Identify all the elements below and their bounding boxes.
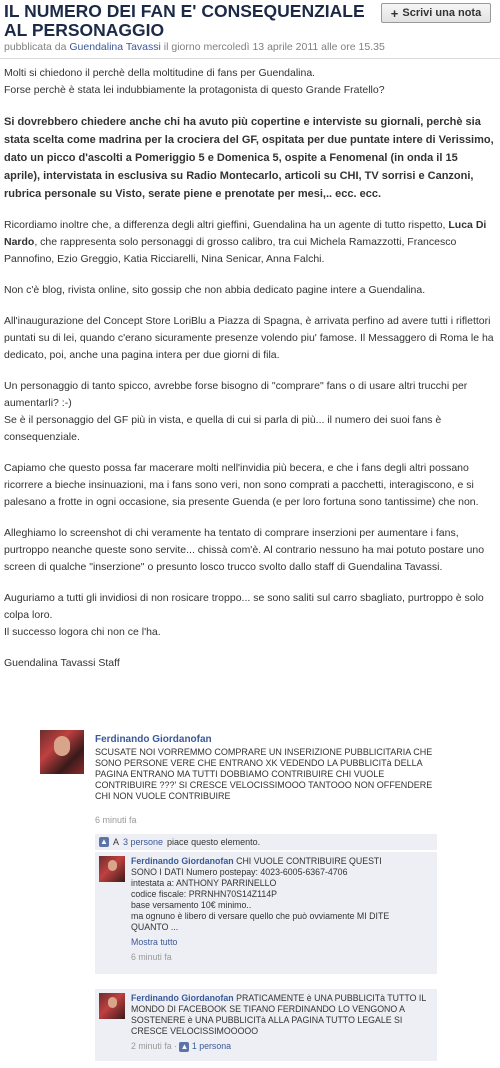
- comment-text-line: SONO I DATI Numero postepay: 4023-6005-6367-4706: [131, 867, 348, 877]
- paragraph-6: [4, 378, 494, 446]
- meta-date: il giorno mercoledì 13 aprile 2011 alle ore 15.35: [163, 41, 385, 53]
- paragraph-6-line-2: Se è il personaggio del GF più in vista, e quella di cui si parla di più... il numero dei suoi fans è consequenziale.: [4, 414, 442, 443]
- paragraph-1-line-2: Forse perchè è stata lei indubbiamente la protagonista di questo Grande Fratello?: [4, 84, 385, 96]
- paragraph-8: Alleghiamo lo screenshot di chi veramente ha tentato di comprare inserzioni per aumentare i fans, purtroppo neanche queste sono servite... chissà com'è. Al contrario nessuno ha mai potuto postare uno screen di qualche "inserzione" o presunto losco trucco svolto dallo staff di Guendalina Tavassi.: [4, 527, 485, 573]
- paragraph-3: [4, 217, 494, 268]
- post-text: SCUSATE NOI VORREMMO COMPRARE UN INSERIZIONE PUBBLICITARIA CHE SONO PERSONE VERE CHE ENTRANO XK VEDENDO LA PUBBLICITà DELLA PAGINA ENTRANO MA TUTTI DOBBIAMO CONTRIBUIRE CHI VUOLE CONTRIBUIRE ???' SI CRESCE VELOCISSIMOOO TANTOOO NON OFFENDERE CHI NON VUOLE CONTRIBUIRE: [95, 747, 433, 801]
- comment-body: [131, 993, 431, 1052]
- divider: [0, 58, 500, 59]
- comment-author-name: Ferdinando Giordanofan: [131, 856, 234, 866]
- likes-link: 3 persone: [123, 837, 164, 847]
- paragraph-1: [4, 65, 494, 99]
- write-note-label: Scrivi una nota: [402, 7, 482, 19]
- paragraph-5: All'inaugurazione del Concept Store LoriBlu a Piazza di Spagna, è arrivata perfino ad avere tutti i riflettori puntati su di lei, quando c'erano sicuramente presenze volendo piu' famose. Il Messaggero di Roma le ha dedicato, poi, anche una pagina intera per due giorni di fila.: [4, 315, 494, 361]
- comment-text-line: base versamento 10€ minimo..: [131, 900, 252, 910]
- paragraph-7: Capiamo che questo possa far macerare molti nell'invidia più becera, e che i fans degli altri possano ricorrere a bieche insinuazioni, ma i fans sono veri, non sono comprati a pacchetti, interagiscono, e si palesano a frotte in ogni occasione, sia presente Guenda (e per loro fortuna sono tantissime) che non.: [4, 462, 479, 508]
- comment-meta: [131, 1041, 431, 1052]
- signature: Guendalina Tavassi Staff: [4, 657, 120, 669]
- comment-text-line: intestata a: ANTHONY PARRINELLO: [131, 878, 277, 888]
- likes-suffix: piace questo elemento.: [167, 837, 261, 847]
- agent-name: Luca Di Nardo: [4, 219, 487, 248]
- likes-prefix: A: [113, 837, 120, 847]
- comment-avatar: [99, 856, 125, 882]
- comment-text-line: CHI VUOLE CONTRIBUIRE QUESTI: [236, 856, 382, 866]
- paragraph-6-line-1: Un personaggio di tanto spicco, avrebbe forse bisogno di "comprare" fans o di usare altri trucchi per aumentarli? :-): [4, 380, 468, 409]
- comment-avatar-face: [108, 997, 117, 1008]
- post-timestamp: 6 minuti fa: [95, 815, 137, 825]
- comment-avatar: [99, 993, 125, 1019]
- comment-text-line: codice fiscale: PRRNHN70S14Z114P: [131, 889, 278, 899]
- paragraph-9-line-1: Auguriamo a tutti gli invidiosi di non rosicare troppo... se sono saliti sul carro sbagliato, purtroppo è solo colpa loro.: [4, 592, 484, 621]
- embedded-screenshot: [40, 730, 460, 1064]
- likes-row: [95, 834, 437, 850]
- paragraph-1-line-1: Molti si chiedono il perchè della moltitudine di fans per Guendalina.: [4, 67, 316, 79]
- paragraph-9: [4, 590, 494, 641]
- comment-likes-link: 1 persona: [191, 1041, 232, 1051]
- paragraph-4: Non c'è blog, rivista online, sito gossip che non abbia dedicato pagine intere a Guendalina.: [4, 284, 426, 296]
- note-meta: [4, 41, 385, 53]
- comment-text: PRATICAMENTE è UNA PUBBLICITà TUTTO IL MONDO DI FACEBOOK SE TIFANO FERDINANDO LO VENGONO A SOSTENERE è UNA PUBBLICITà ALLA PAGINA TUTTO LEGALE SI CRESCE VELOCISSIMOOOOO: [131, 993, 426, 1036]
- show-more-link: Mostra tutto: [131, 937, 178, 947]
- comment-avatar-face: [108, 860, 117, 871]
- write-note-button[interactable]: [381, 3, 491, 23]
- note-body: [4, 65, 494, 686]
- post-author-name: Ferdinando Giordanofan: [95, 734, 212, 745]
- paragraph-3-part-c: , che rappresenta solo personaggi di grosso calibro, tra cui Michela Ramazzotti, Francesco Pannofino, Ezio Greggio, Katia Ricciarelli, Nina Senicar, Anna Falchi.: [4, 236, 457, 265]
- meta-prefix: pubblicata da: [4, 41, 67, 53]
- avatar-face: [54, 736, 70, 756]
- comment-timestamp: 2 minuti fa ·: [131, 1041, 177, 1051]
- comment-text-line: QUANTO ...: [131, 922, 179, 932]
- comment-author-name: Ferdinando Giordanofan: [131, 993, 234, 1003]
- paragraph-9-line-2: Il successo logora chi non ce l'ha.: [4, 626, 161, 638]
- thumbs-up-icon: ▲: [100, 837, 108, 846]
- note-title: IL NUMERO DEI FAN E' CONSEQUENZIALE AL PERSONAGGIO: [4, 1, 365, 40]
- comment: [95, 989, 437, 1061]
- paragraph-3-part-a: Ricordiamo inoltre che, a differenza degli altri gieffini, Guendalina ha un agente di tutto rispetto,: [4, 219, 446, 231]
- comment-timestamp: 6 minuti fa: [131, 952, 172, 962]
- comment-body: [131, 856, 431, 963]
- thumbs-up-icon: ▲: [180, 1042, 189, 1051]
- comment-text-line: ma ognuno è libero di versare quello che può ovviamente MI DITE: [131, 911, 390, 921]
- paragraph-2: Si dovrebbero chiedere anche chi ha avuto più copertine e interviste su giornali, perchè sia stata scelta come madrina per la crociera del GF, ospitata per due puntate intere di Verissimo, dato un picco d'ascolti a Pomeriggio 5 e Domenica 5, ospite a Fenomenal (in onda il 15 aprile), intervistata in esclusiva su Radio Montecarlo, articoli su CHI, TV sorrisi e Canzoni, rubrica personale su Visto, serate piene e prenotate per mesi,.. ecc. ecc.: [4, 116, 494, 200]
- comment: [95, 852, 437, 974]
- avatar: [40, 730, 84, 774]
- plus-icon: +: [390, 5, 399, 21]
- author-link[interactable]: Guendalina Tavassi: [69, 41, 161, 53]
